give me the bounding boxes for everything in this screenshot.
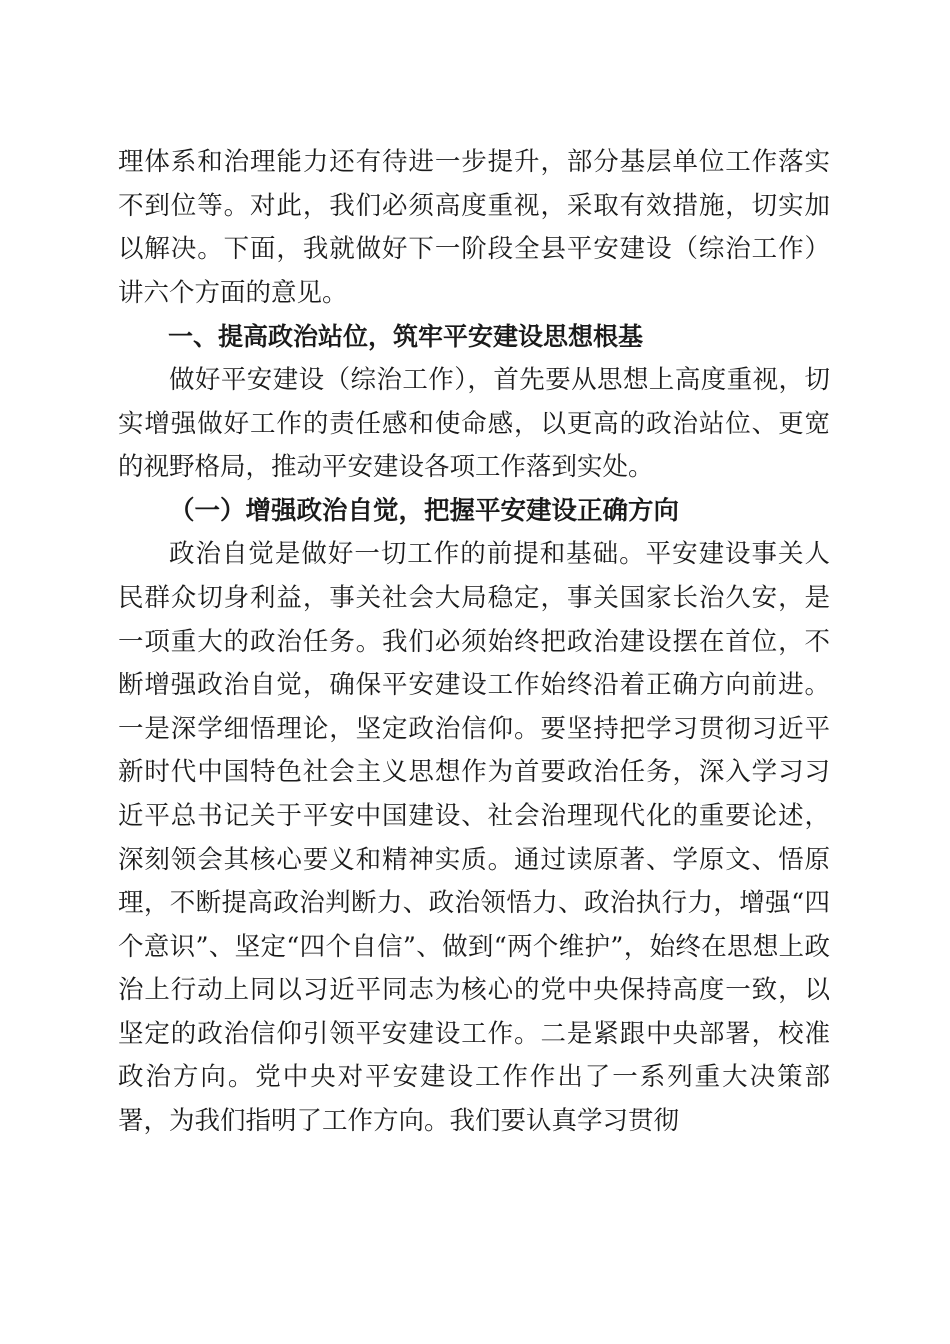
paragraph-subsection-body: 政治自觉是做好一切工作的前提和基础。平安建设事关人民群众切身利益，事关社会大局稳定，事关国家长治久安，是一项重大的政治任务。我们必须始终把政治建设摆在首位，不断增强政治自觉，确保平安建设工作始终沿着正确方向前进。一是深学细悟理论，坚定政治信仰。要坚持把学习贯彻习近平新时代中国特色社会主义思想作为首要政治任务，深入学习习近平总书记关于平安中国建设、社会治理现代化的重要论述，深刻领会其核心要义和精神实质。通过读原著、学原文、悟原理，不断提高政治判断力、政治领悟力、政治执行力，增强“四个意识”、坚定“四个自信”、做到“两个维护”，始终在思想上政治上行动上同以习近平同志为核心的党中央保持高度一致，以坚定的政治信仰引领平安建设工作。二是紧跟中央部署，校准政治方向。党中央对平安建设工作作出了一系列重大决策部署，为我们指明了工作方向。我们要认真学习贯彻 xyxy=(118,539,830,1137)
subsection-heading-1: （一）增强政治自觉，把握平安建设正确方向 xyxy=(169,495,680,526)
paragraph-continued: 理体系和治理能力还有待进一步提升，部分基层单位工作落实不到位等。对此，我们必须高度重视，采取有效措施，切实加以解决。下面，我就做好下一阶段全县平安建设（综治工作）讲六个方面的意见。 xyxy=(118,147,830,308)
document-body xyxy=(118,141,830,1144)
paragraph-section-intro: 做好平安建设（综治工作），首先要从思想上高度重视，切实增强做好工作的责任感和使命感，以更高的政治站位、更宽的视野格局，推动平安建设各项工作落到实处。 xyxy=(118,364,830,483)
section-heading-1: 一、提高政治站位，筑牢平安建设思想根基 xyxy=(168,322,644,352)
